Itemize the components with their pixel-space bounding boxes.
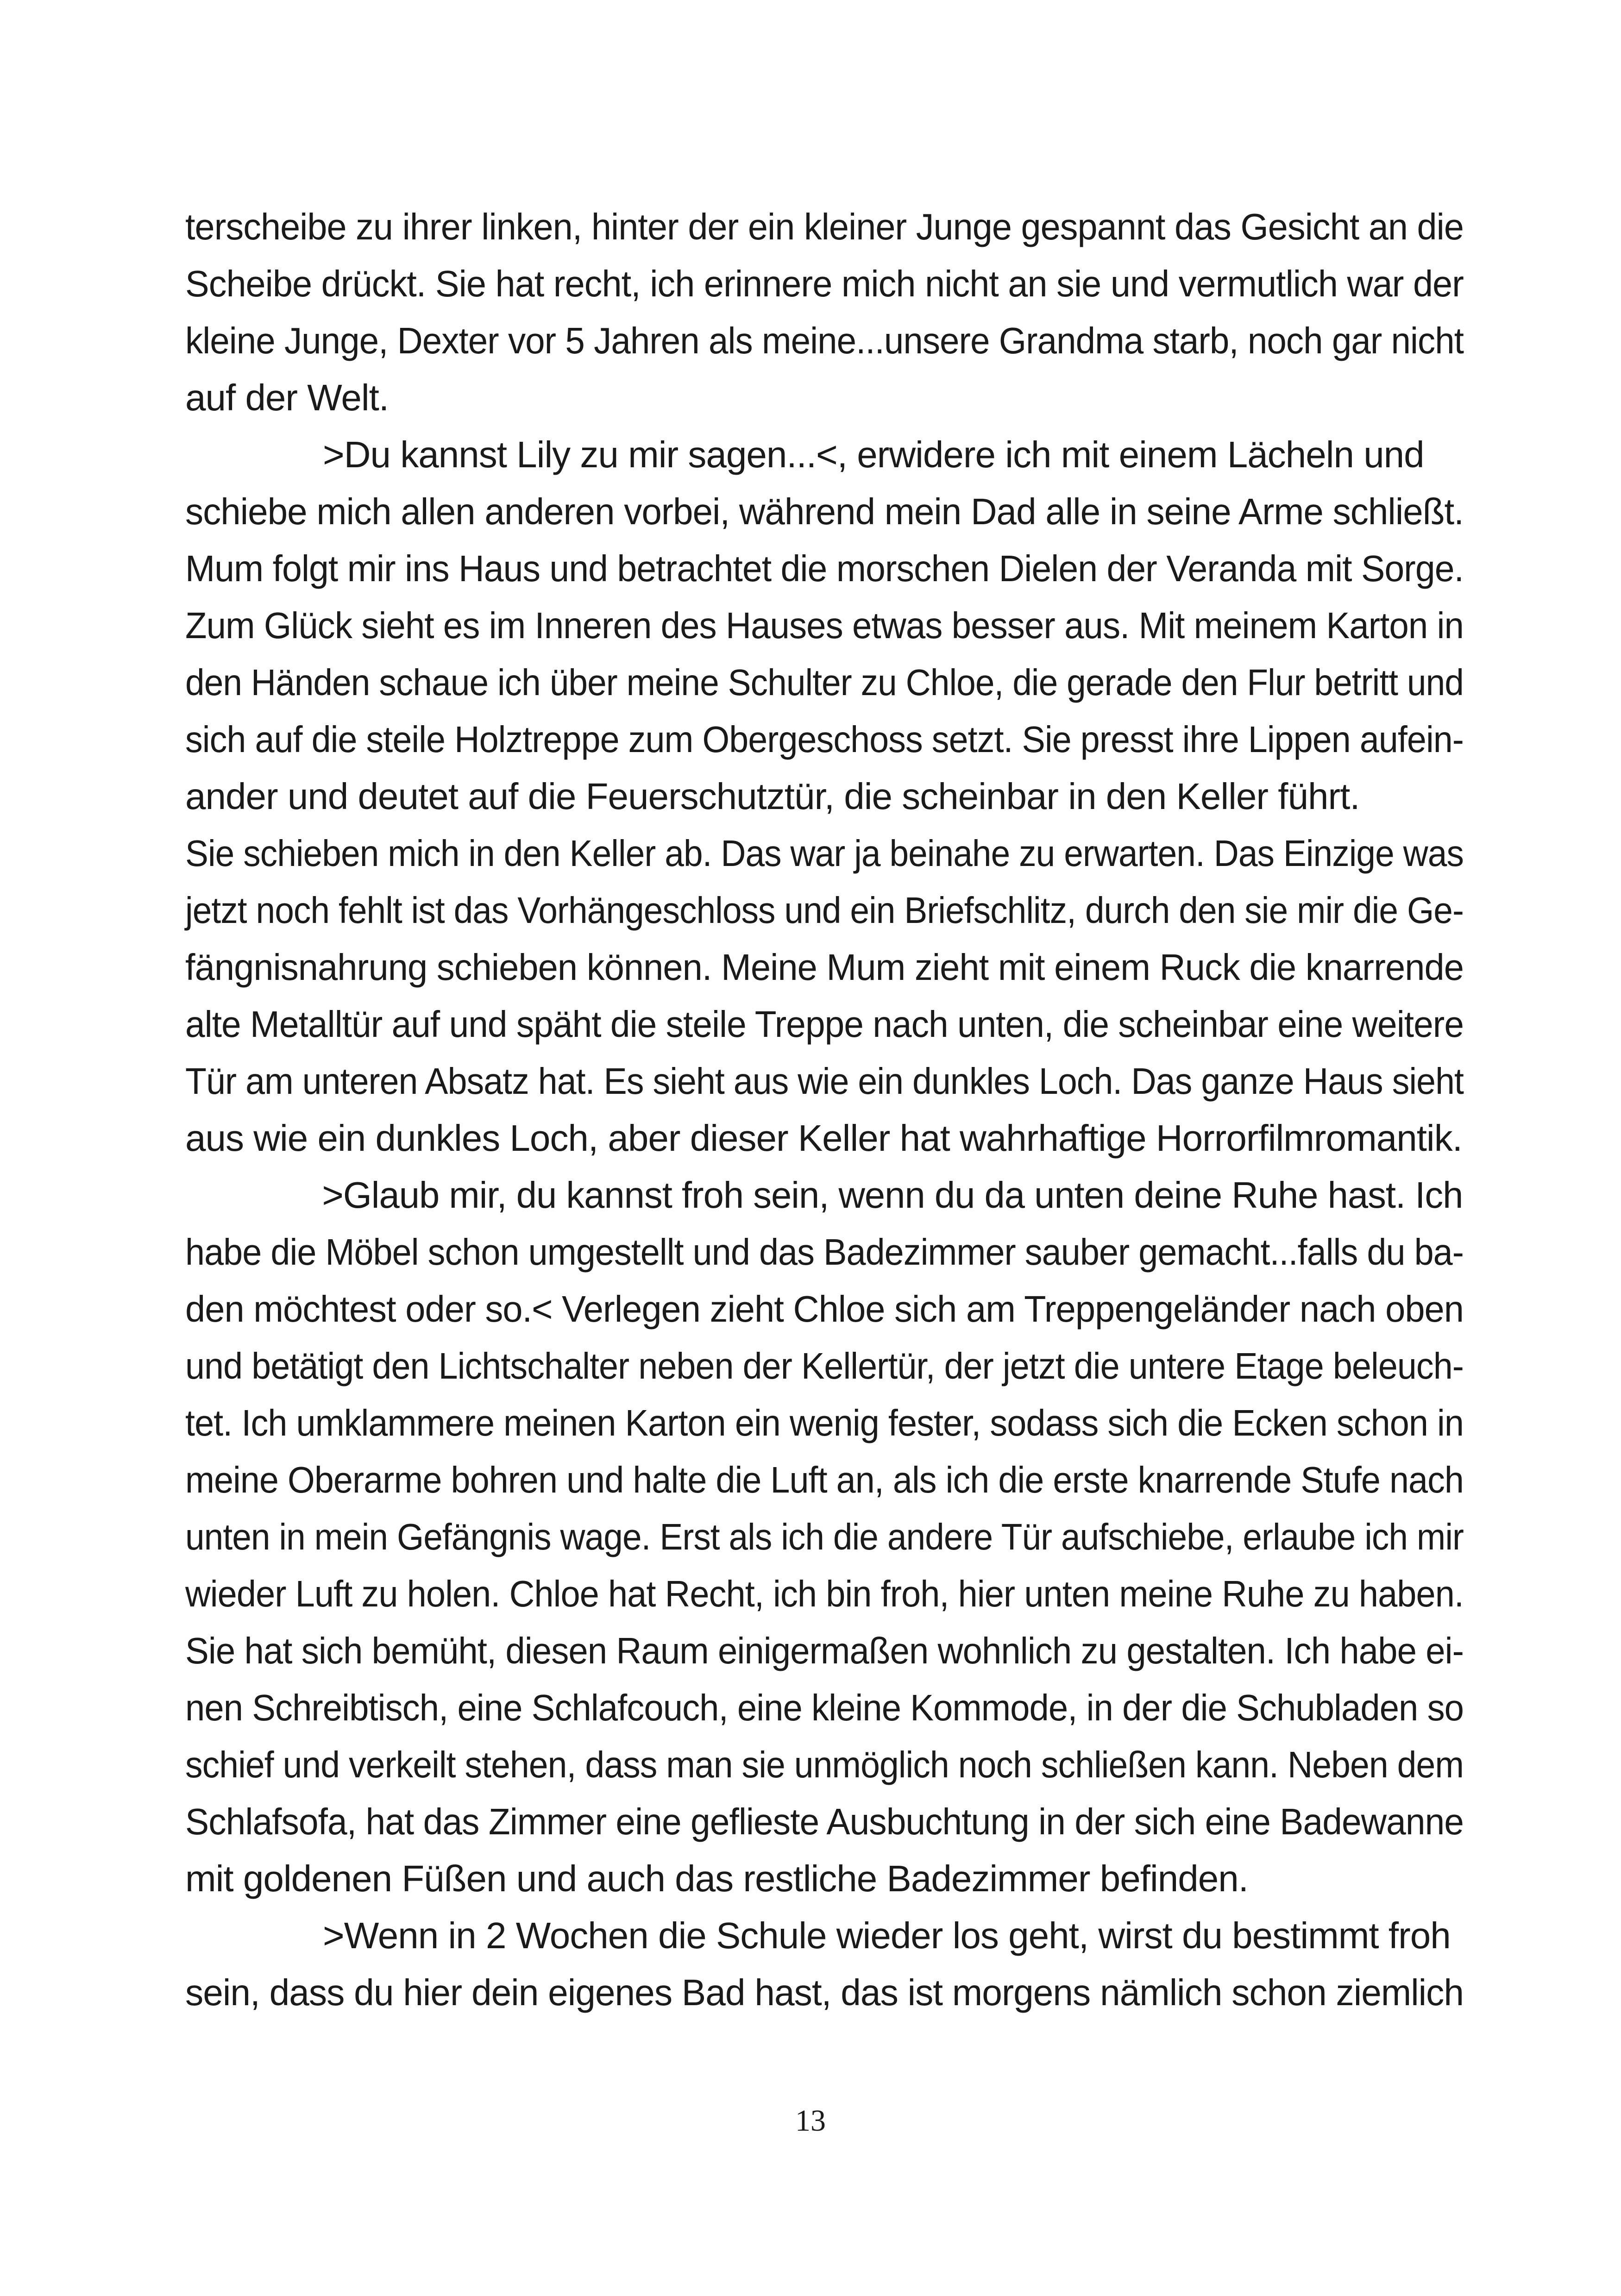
text-line: sein, dass du hier dein eigenes Bad hast, das ist morgens nämlich schon ziemlich [185,1972,1464,2013]
text-line: und betätigt den Lichtschalter neben der Kellertür, der jetzt die untere Etage beleuch- [185,1345,1464,1386]
text-line: Schlafsofa, hat das Zimmer eine geflieste Ausbuchtung in der sich eine Badewanne [185,1801,1464,1842]
text-line: >Glaub mir, du kannst froh sein, wenn du da unten deine Ruhe hast. Ich [322,1174,1463,1216]
text-line: Zum Glück sieht es im Inneren des Hauses etwas besser aus. Mit meinem Karton in [185,605,1464,646]
text-line: aus wie ein dunkles Loch, aber dieser Keller hat wahrhaftige Horrorfilmromantik. [185,1117,1462,1159]
text-line: wieder Luft zu holen. Chloe hat Recht, ich bin froh, hier unten meine Ruhe zu haben. [185,1573,1464,1614]
text-line: >Du kannst Lily zu mir sagen...<, erwidere ich mit einem Lächeln und [323,434,1424,475]
text-line: den Händen schaue ich über meine Schulter zu Chloe, die gerade den Flur betritt und [185,662,1464,703]
text-line: schief und verkeilt stehen, dass man sie unmöglich noch schließen kann. Neben dem [185,1744,1464,1785]
text-line: terscheibe zu ihrer linken, hinter der ein kleiner Junge gespannt das Gesicht an die [185,206,1464,247]
text-line: mit goldenen Füßen und auch das restliche Badezimmer befinden. [185,1858,1248,1899]
text-line: ander und deutet auf die Feuerschutztür, die scheinbar in den Keller führt. [185,776,1360,817]
text-line: >Wenn in 2 Wochen die Schule wieder los geht, wirst du bestimmt froh [323,1915,1451,1956]
text-line: den möchtest oder so.< Verlegen zieht Chloe sich am Treppengeländer nach oben [185,1288,1464,1330]
body-text [185,198,1464,2021]
text-line: unten in mein Gefängnis wage. Erst als ich die andere Tür aufschiebe, erlaube ich mir [185,1516,1464,1557]
text-line: fängnisnahrung schieben können. Meine Mum zieht mit einem Ruck die knarrende [185,947,1464,988]
text-line: Sie schieben mich in den Keller ab. Das war ja beinahe zu erwarten. Das Einzige was [185,833,1464,874]
text-line: Mum folgt mir ins Haus und betrachtet die morschen Dielen der Veranda mit Sorge. [185,548,1464,589]
text-line: kleine Junge, Dexter vor 5 Jahren als meine...unsere Grandma starb, noch gar nicht [185,320,1464,361]
text-line: Sie hat sich bemüht, diesen Raum einigermaßen wohnlich zu gestalten. Ich habe ei- [185,1630,1464,1671]
text-line: Tür am unteren Absatz hat. Es sieht aus wie ein dunkles Loch. Das ganze Haus sieht [185,1060,1464,1102]
text-line: tet. Ich umklammere meinen Karton ein wenig fester, sodass sich die Ecken schon in [185,1402,1464,1443]
text-line: jetzt noch fehlt ist das Vorhängeschloss und ein Briefschlitz, durch den sie mir die Ge- [185,890,1464,931]
text-line: auf der Welt. [185,377,389,418]
text-line: sich auf die steile Holztreppe zum Obergeschoss setzt. Sie presst ihre Lippen aufein- [185,719,1464,760]
text-line: meine Oberarme bohren und halte die Luft an, als ich die erste knarrende Stufe nach [185,1459,1464,1500]
text-line: alte Metalltür auf und späht die steile Treppe nach unten, die scheinbar eine weitere [185,1004,1464,1045]
text-line: Scheibe drückt. Sie hat recht, ich erinnere mich nicht an sie und vermutlich war der [185,263,1464,304]
text-line: schiebe mich allen anderen vorbei, während mein Dad alle in seine Arme schließt. [185,491,1464,532]
text-line: habe die Möbel schon umgestellt und das Badezimmer sauber gemacht...falls du ba- [185,1231,1464,1273]
page-number: 13 [795,2104,826,2138]
text-line: nen Schreibtisch, eine Schlafcouch, eine kleine Kommode, in der die Schubladen so [185,1687,1464,1728]
